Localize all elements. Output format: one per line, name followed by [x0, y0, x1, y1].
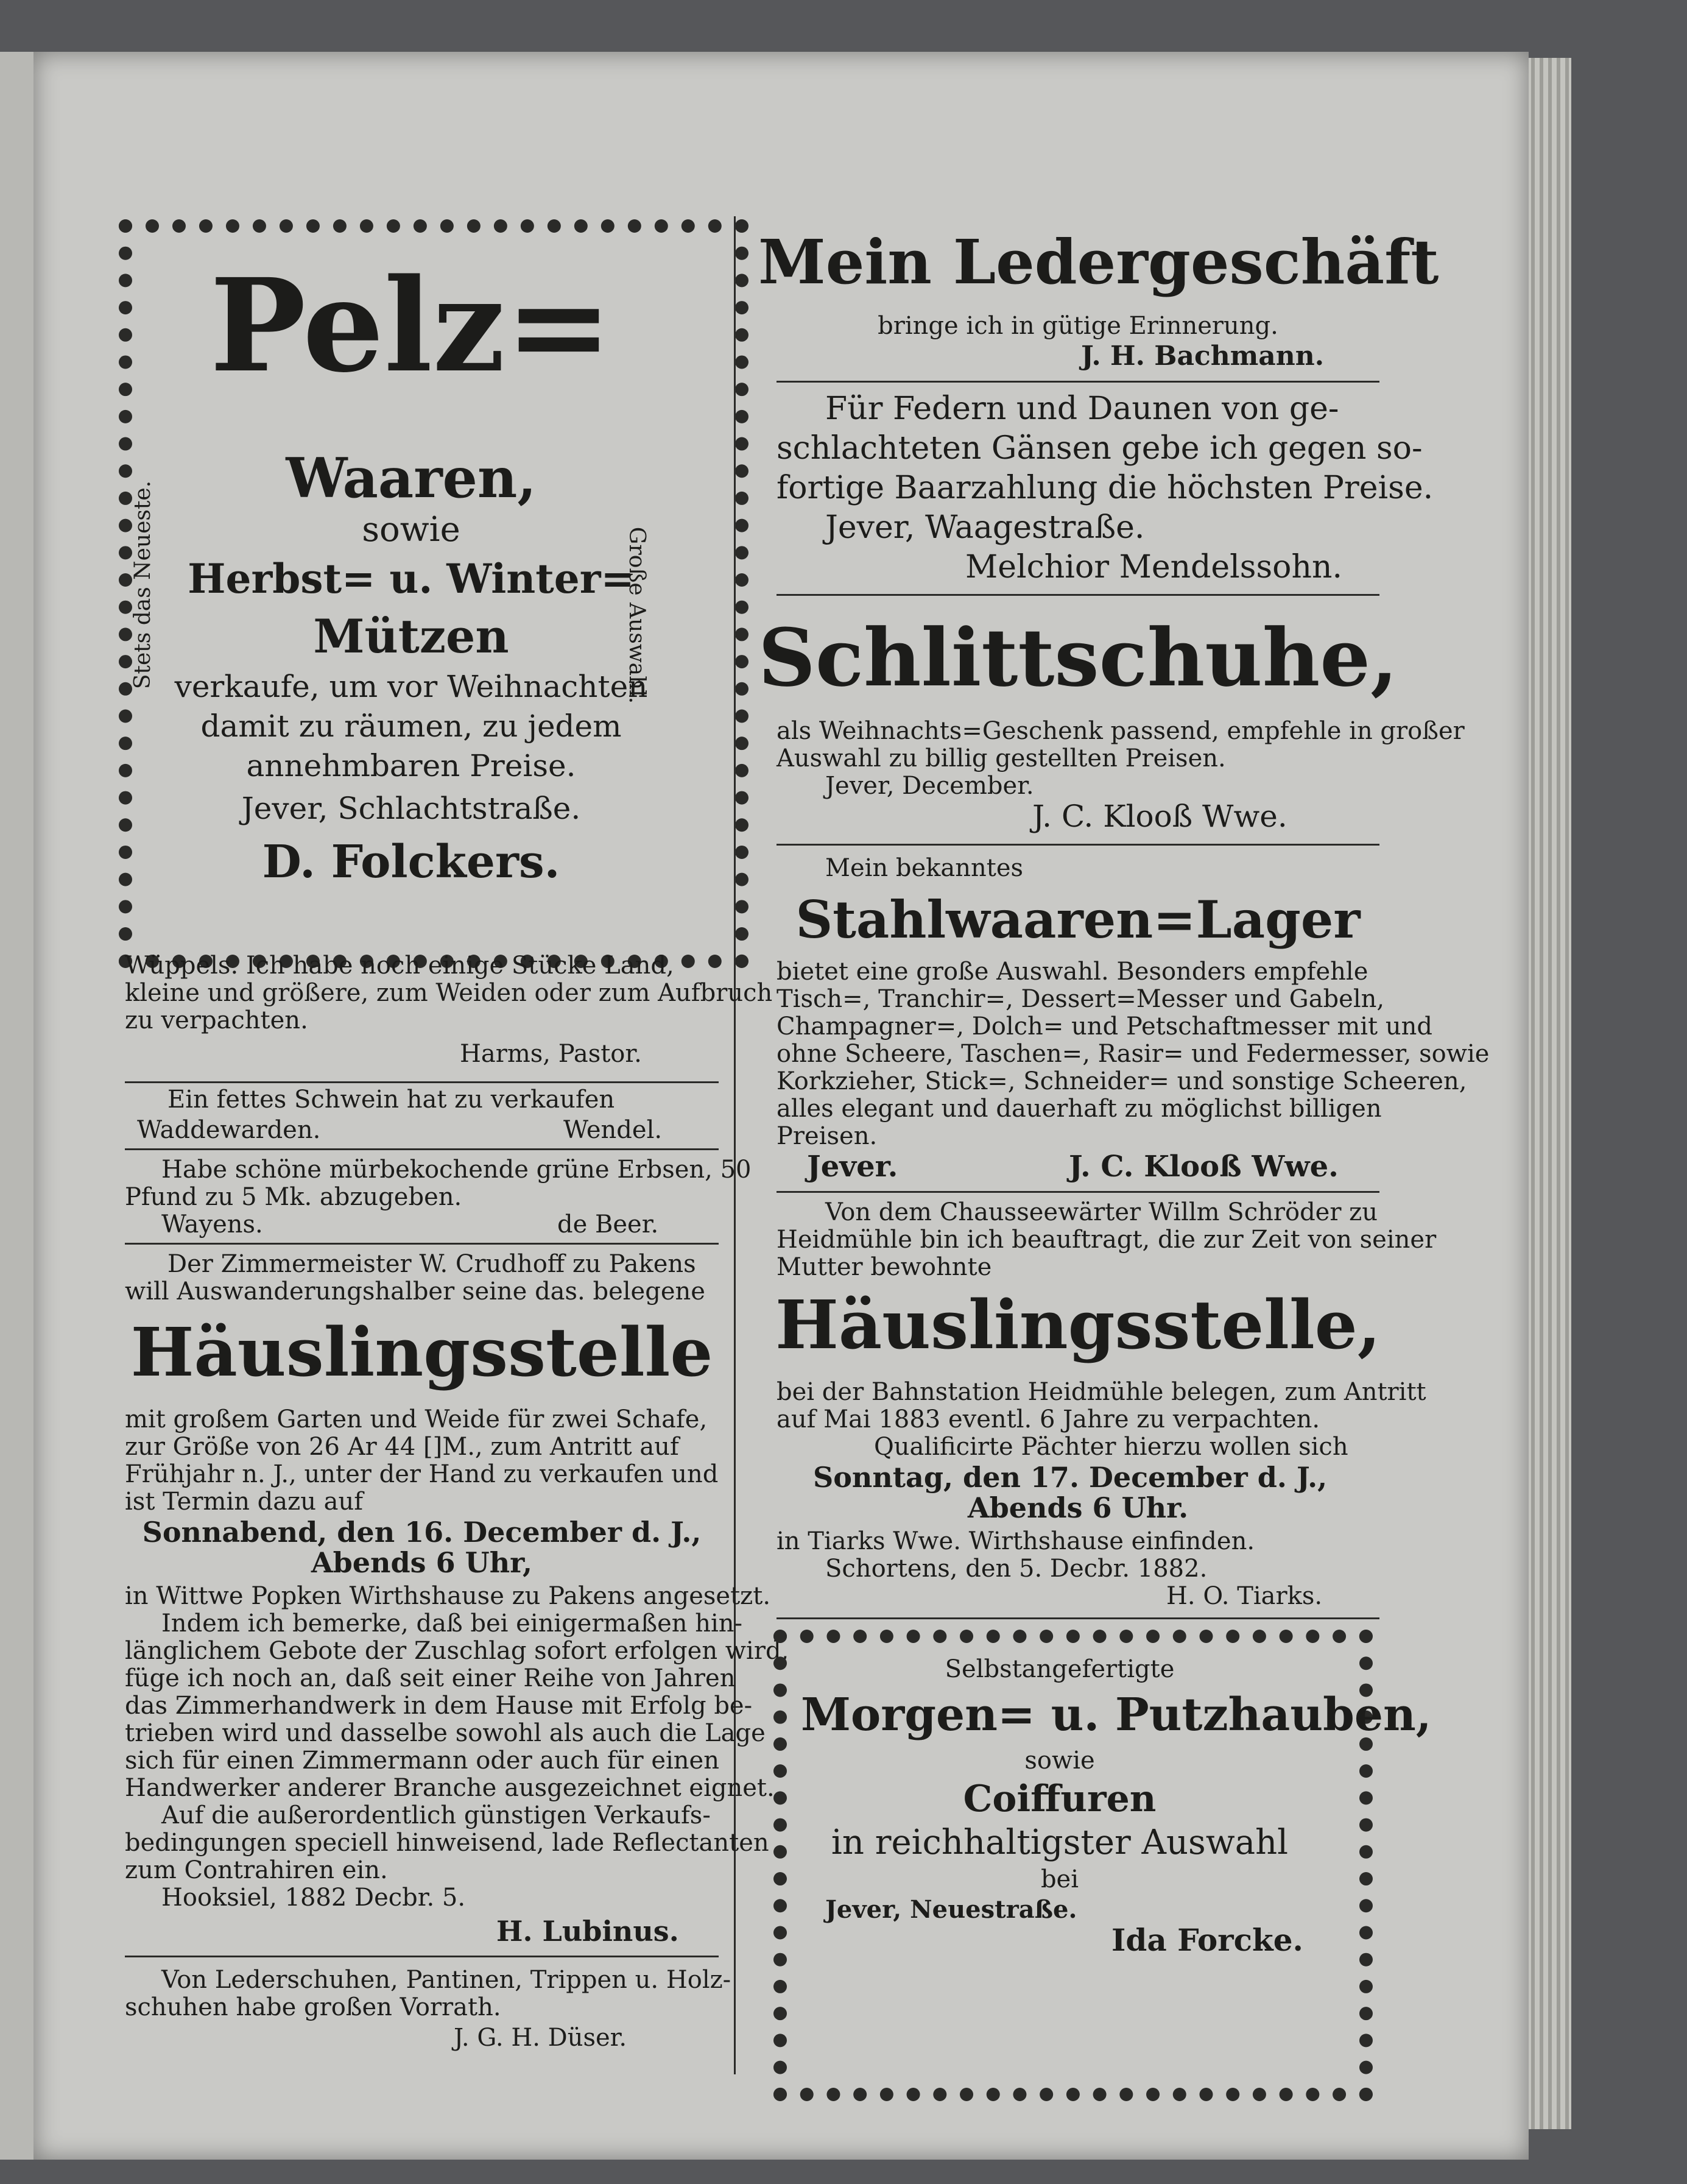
stahlwaaren-l3: Champagner=, Dolch= und Petschaftmesser mit und: [777, 1012, 1432, 1041]
federn-l4: Jever, Waagestraße.: [825, 509, 1145, 546]
pelz-l5: verkaufe, um vor Weihnachten: [174, 669, 648, 704]
hauben-l6: bei: [1040, 1865, 1079, 1893]
haeusling-l13: das Zimmerhandwerk in dem Hause mit Erfolg be-: [125, 1692, 753, 1720]
federn-l1: Für Federn und Daunen von ge-: [825, 391, 1339, 427]
schlittschuhe-sign: J. C. Klooß Wwe.: [1032, 799, 1287, 834]
divider: [777, 1617, 1379, 1619]
haeusling-l4: zur Größe von 26 Ar 44 []M., zum Antritt auf: [125, 1433, 679, 1461]
hauben-l5: in reichhaltigster Auswahl: [831, 1823, 1289, 1862]
stahlwaaren-place: Jever.: [807, 1150, 898, 1184]
haeusling2-l4: bei der Bahnstation Heidmühle belegen, zum Antritt: [777, 1378, 1426, 1406]
stahlwaaren-l7: Preisen.: [777, 1122, 878, 1150]
hauben-place: Jever, Neuestraße.: [825, 1895, 1077, 1924]
leder-l1: Von Lederschuhen, Pantinen, Trippen u. Holz-: [161, 1966, 731, 1994]
federn-l3: fortige Baarzahlung die höchsten Preise.: [777, 470, 1434, 506]
hauben-l1: Selbstangefertigte: [945, 1655, 1175, 1683]
pelz-side-right: Große Auswahl.: [624, 526, 649, 704]
haeusling2-l3: Mutter bewohnte: [777, 1253, 992, 1281]
haeusling-title: Häuslingsstelle: [130, 1313, 713, 1391]
federn-sign: Melchior Mendelssohn.: [965, 549, 1342, 585]
schlittschuhe-l2: Auswahl zu billig gestellten Preisen.: [777, 744, 1226, 772]
divider: [777, 594, 1379, 596]
erbsen-place: Wayens.: [161, 1210, 263, 1239]
haeusling-l14: trieben wird und dasselbe sowohl als auch die Lage: [125, 1719, 766, 1747]
pelz-l7: annehmbaren Preise.: [246, 748, 576, 783]
haeusling-l6: ist Termin dazu auf: [125, 1488, 364, 1516]
stahlwaaren-title: Stahlwaaren=Lager: [795, 889, 1361, 950]
divider: [125, 1081, 719, 1083]
stahlwaaren-sign: J. C. Klooß Wwe.: [1069, 1150, 1339, 1184]
haeusling-sign: H. Lubinus.: [496, 1915, 679, 1948]
haeusling2-l8: Abends 6 Uhr.: [967, 1491, 1189, 1524]
pelz-l6: damit zu räumen, zu jedem: [200, 709, 622, 744]
pelz-l1: Waaren,: [286, 446, 537, 511]
haeusling-l19: zum Contrahiren ein.: [125, 1856, 388, 1884]
erbsen-l2: Pfund zu 5 Mk. abzugeben.: [125, 1183, 462, 1211]
haeusling-l20: Hooksiel, 1882 Decbr. 5.: [161, 1884, 466, 1912]
haeusling-l15: sich für einen Zimmermann oder auch für einen: [125, 1747, 719, 1775]
schlittschuhe-l3: Jever, December.: [825, 772, 1034, 800]
divider: [125, 1956, 719, 1957]
haeusling2-l2: Heidmühle bin ich beauftragt, die zur Zeit von seiner: [777, 1226, 1437, 1254]
haeusling-l5: Frühjahr n. J., unter der Hand zu verkaufen und: [125, 1460, 719, 1488]
pelz-l2: sowie: [362, 510, 460, 550]
schwein-l1: Ein fettes Schwein hat zu verkaufen: [167, 1086, 615, 1114]
newspaper-page: [33, 52, 1529, 2160]
leder-l2: schuhen habe großen Vorrath.: [125, 1993, 501, 2021]
stahlwaaren-l1: bietet eine große Auswahl. Besonders empfehle: [777, 958, 1368, 986]
divider: [777, 1191, 1379, 1193]
stahlwaaren-l5: Korkzieher, Stick=, Schneider= und sonstige Scheeren,: [777, 1067, 1467, 1095]
ledergeschaeft-sign: J. H. Bachmann.: [1081, 341, 1325, 372]
ledergeschaeft-l1: bringe ich in gütige Erinnerung.: [878, 312, 1278, 340]
schlittschuhe-l1: als Weihnachts=Geschenk passend, empfehle in großer: [777, 717, 1465, 745]
pelz-l8: Jever, Schlachtstraße.: [241, 791, 581, 826]
haeusling2-l6: Qualificirte Pächter hierzu wollen sich: [874, 1433, 1348, 1461]
haeusling-l12: füge ich noch an, daß seit einer Reihe von Jahren: [125, 1664, 736, 1692]
haeusling2-l9: in Tiarks Wwe. Wirthshause einfinden.: [777, 1527, 1255, 1555]
haeusling-l1: Der Zimmermeister W. Crudhoff zu Pakens: [167, 1250, 696, 1278]
hauben-l4: Coiffuren: [963, 1778, 1157, 1820]
pelz-l4: Mützen: [313, 609, 509, 663]
haeusling-l18: bedingungen speciell hinweisend, lade Reflectanten: [125, 1829, 769, 1857]
haeusling2-l5: auf Mai 1883 eventl. 6 Jahre zu verpachten.: [777, 1405, 1320, 1433]
pelz-side-left: Stets das Neueste.: [130, 480, 155, 690]
erbsen-l1: Habe schöne mürbekochende grüne Erbsen, 50: [161, 1156, 752, 1184]
hauben-l2: Morgen= u. Putzhauben,: [801, 1689, 1432, 1741]
haeusling2-l7: Sonntag, den 17. December d. J.,: [813, 1461, 1328, 1494]
wueppels-l3: zu verpachten.: [125, 1006, 308, 1034]
pelz-l3: Herbst= u. Winter=: [188, 555, 635, 603]
divider: [125, 1243, 719, 1245]
stahlwaaren-l4: ohne Scheere, Taschen=, Rasir= und Federmesser, sowie: [777, 1040, 1490, 1068]
wueppels-l1: Wüppels. Ich habe noch einige Stücke Land,: [125, 952, 674, 980]
haeusling-l3: mit großem Garten und Weide für zwei Schafe,: [125, 1405, 708, 1433]
pelz-sign: D. Folckers.: [262, 836, 560, 888]
divider: [777, 381, 1379, 383]
haeusling-l7: Sonnabend, den 16. December d. J.,: [142, 1516, 702, 1549]
haeusling-l2: will Auswanderungshalber seine das. belegene: [125, 1278, 705, 1306]
leder-sign: J. G. H. Düser.: [454, 2024, 627, 2052]
haeusling-l9: in Wittwe Popken Wirthshause zu Pakens angesetzt.: [125, 1582, 771, 1610]
haeusling2-l1: Von dem Chausseewärter Willm Schröder zu: [825, 1198, 1378, 1226]
hauben-sign: Ida Forcke.: [1111, 1922, 1303, 1958]
stahlwaaren-l2: Tisch=, Tranchir=, Dessert=Messer und Gabeln,: [777, 985, 1385, 1013]
divider: [125, 1148, 719, 1150]
divider: [777, 844, 1379, 846]
haeusling2-sign: H. O. Tiarks.: [1166, 1582, 1323, 1610]
stahlwaaren-l0: Mein bekanntes: [825, 854, 1024, 882]
hauben-l3: sowie: [1024, 1747, 1095, 1775]
federn-l2: schlachteten Gänsen gebe ich gegen so-: [777, 430, 1423, 467]
haeusling2-l10: Schortens, den 5. Decbr. 1882.: [825, 1555, 1208, 1583]
haeusling-l10: Indem ich bemerke, daß bei einigermaßen hin-: [161, 1610, 743, 1638]
haeusling-l17: Auf die außerordentlich günstigen Verkaufs-: [161, 1801, 711, 1829]
facing-page-edge: [0, 52, 36, 2160]
wueppels-l2: kleine und größere, zum Weiden oder zum Aufbruch: [125, 979, 773, 1007]
haeusling-l16: Handwerker anderer Branche ausgezeichnet eignet.: [125, 1774, 775, 1802]
schwein-sign: Wendel.: [563, 1116, 663, 1144]
ledergeschaeft-title: Mein Ledergeschäft: [758, 226, 1439, 298]
stahlwaaren-l6: alles elegant und dauerhaft zu möglichst billigen: [777, 1095, 1382, 1123]
haeusling2-title: Häuslingsstelle,: [775, 1285, 1381, 1364]
haeusling-l11: länglichem Gebote der Zuschlag sofort erfolgen wird,: [125, 1637, 789, 1665]
wueppels-sign: Harms, Pastor.: [460, 1040, 642, 1068]
schwein-place: Waddewarden.: [137, 1116, 321, 1144]
erbsen-sign: de Beer.: [557, 1210, 659, 1239]
pelz-title: Pelz=: [210, 250, 613, 401]
schlittschuhe-title: Schlittschuhe,: [758, 611, 1398, 704]
haeusling-l8: Abends 6 Uhr,: [311, 1546, 533, 1579]
